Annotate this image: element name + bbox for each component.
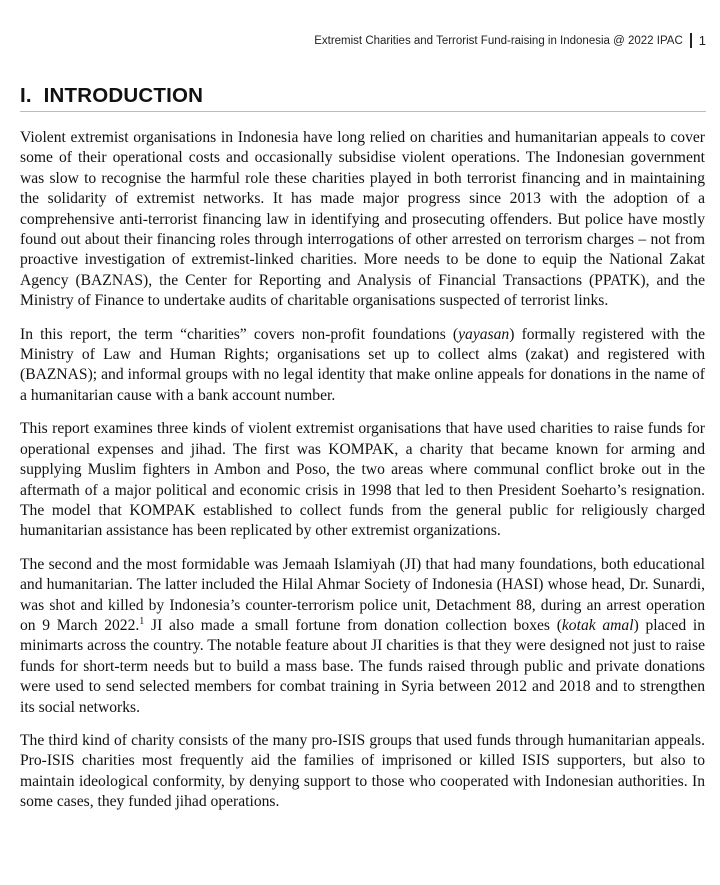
paragraph-4: The second and the most formidable was Jemaah Islamiyah (JI) that had many foundations, both educational and humanitarian. The latter included the Hilal Ahmar Society of Indonesia (HASI) whose head, Dr. Sunardi, was shot and killed by Indonesia’s counter-terrorism police unit, Detachment 88, during an arrest operation on 9 March 2022.$^1$ JI also made a small fortune from donation collection boxes (kotak amal) placed in minimarts across the country. The notable feature about JI charities is that they were designed not just to raise funds for short-term needs but to build a mass base. The funds raised through public and private donations were used to send selected members for combat training in Syria between 2012 and 2018 and to strengthen its social networks. [20, 555, 705, 716]
paragraph-3: This report examines three kinds of violent extremist organisations that have used charities to raise funds for operational expenses and jihad. The first was KOMPAK, a charity that became known for arming and supplying Muslim fighters in Ambon and Poso, the two areas where communal conflict broke out in the aftermath of a major political and economic crisis in 1998 that led to then President Soeharto’s resignation. The model that KOMPAK established to collect funds from the general public for religiously charged humanitarian assistance has been replicated by other extremist organizations. [20, 420, 705, 540]
paragraph-2: In this report, the term “charities” covers non-profit foundations (yayasan) formally registered with the Ministry of Law and Human Rights; organisations set up to collect alms (zakat) and registered with (BAZNAS); and informal groups with no legal identity that make online appeals for donations in the name of a humanitarian cause with a bank account number. [20, 325, 705, 404]
running-title: Extremist Charities and Terrorist Fund-raising in Indonesia @ 2022 IPAC [314, 34, 683, 47]
footnote-marker[interactable]: 1 [139, 615, 145, 627]
running-header [314, 33, 706, 48]
page-number: 1 [698, 33, 706, 48]
paragraph-1: Violent extremist organisations in Indonesia have long relied on charities and humanitarian appeals to cover some of their operational costs and occasionally subsidise violent operations. The Indonesian government was slow to recognise the harmful role these charities played in both terrorist financing and in maintaining the solidarity of extremist networks. It has made major progress since 2013 with the adoption of a comprehensive anti-terrorist financing law in identifying and prosecuting offenders. But police have mostly found out about their financing roles through interrogations of other arrested on terrorism charges – not from proactive investigation of extremist-linked charities. More needs to be done to equip the National Zakat Agency (BAZNAS), the Center for Reporting and Analysis of Financial Transactions (PPATK), and the Ministry of Finance to undertake audits of charitable organisations suspected of terrorist links. [20, 129, 705, 310]
body-text [20, 128, 705, 826]
section-heading: I. INTRODUCTION [20, 84, 706, 112]
italic-term: kotak amal [561, 616, 634, 634]
paragraph-5: The third kind of charity consists of the many pro-ISIS groups that used funds through humanitarian appeals. Pro-ISIS charities most frequently aid the families of imprisoned or killed ISIS supporters, but also to maintain ideological conformity, by denying support to those who cooperated with Indonesian authorities. In some cases, they funded jihad operations. [20, 731, 705, 811]
header-divider [690, 33, 692, 48]
italic-term: yayasan [458, 325, 510, 343]
